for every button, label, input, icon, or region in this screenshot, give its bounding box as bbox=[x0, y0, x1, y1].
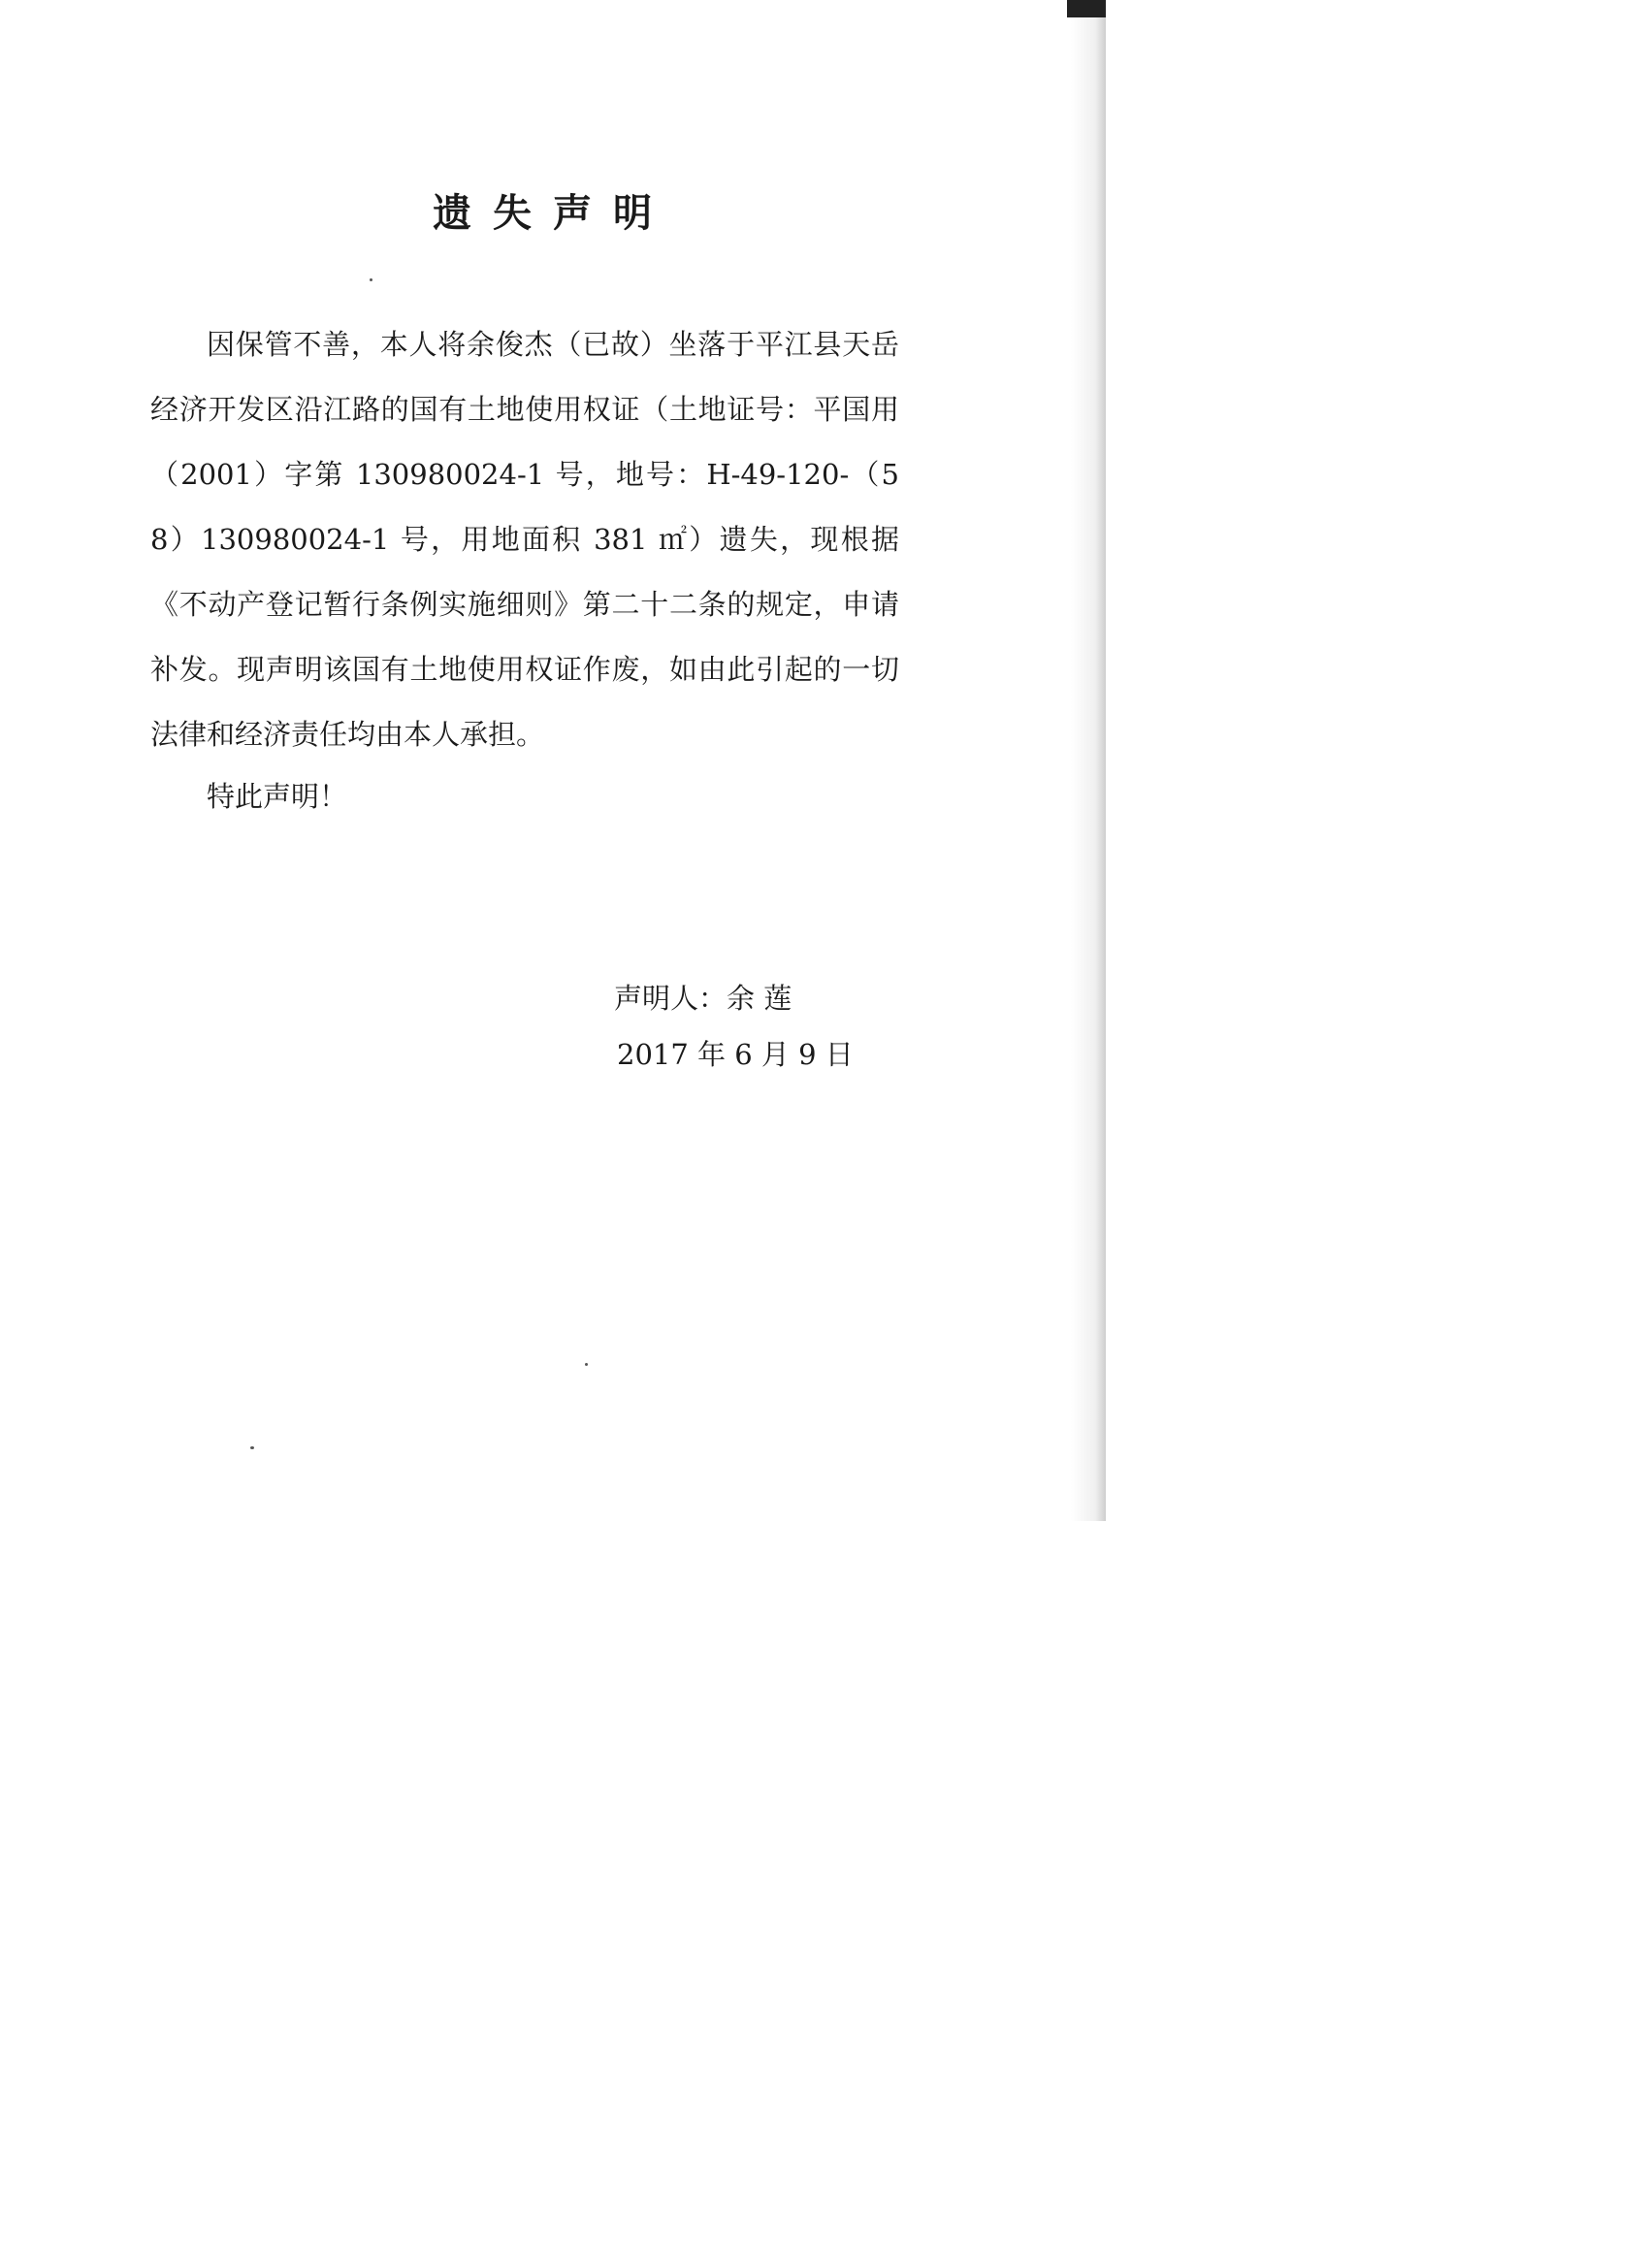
document-body bbox=[150, 312, 899, 767]
scan-speck bbox=[370, 278, 372, 281]
scan-corner-mark bbox=[1067, 0, 1106, 17]
scan-speck bbox=[250, 1446, 254, 1449]
closing-statement: 特此声明！ bbox=[207, 780, 348, 813]
declarant-signature: 声明人：余 莲 bbox=[614, 982, 792, 1015]
document-title: 遗失声明 bbox=[433, 191, 673, 236]
body-paragraph: 因保管不善，本人将余俊杰（已故）坐落于平江县天岳经济开发区沿江路的国有土地使用权证（土地证号：平国用（2001）字第 130980024-1 号，地号：H-49-120-（58）130980024-1 号，用地面积 381 ㎡）遗失，现根据《不动产登记暂行条例实施细则》第二十二条的规定，申请补发。现声明该国有土地使用权证作废，如由此引起的一切法律和经济责任均由本人承担。 bbox=[150, 328, 899, 751]
declaration-date: 2017 年 6 月 9 日 bbox=[617, 1038, 854, 1071]
scan-speck bbox=[585, 1363, 588, 1366]
document-page bbox=[0, 0, 1106, 1521]
